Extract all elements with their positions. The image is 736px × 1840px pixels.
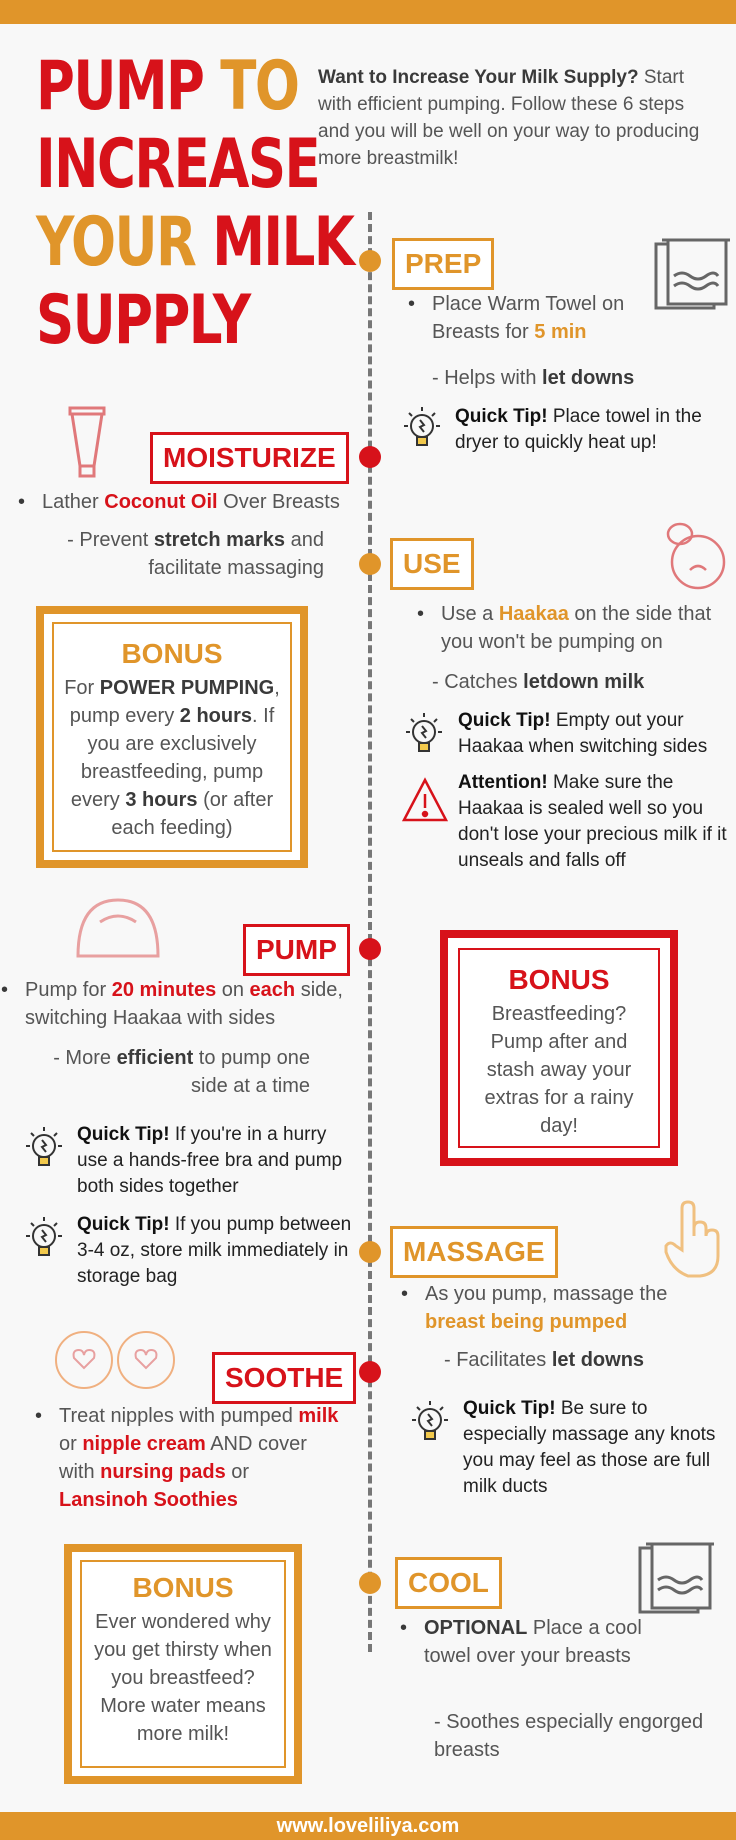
- haakaa-icon: [656, 514, 730, 598]
- text: As you pump, massage the: [425, 1283, 668, 1305]
- bonus-text: Ever wondered why you get thirsty when you breastfeed? More water means more milk!: [94, 1611, 272, 1745]
- title-word: YOUR: [36, 203, 196, 282]
- step-label-massage: MASSAGE: [390, 1226, 558, 1278]
- text: Treat nipples with pumped: [59, 1405, 299, 1427]
- timeline-dot: [359, 1241, 381, 1263]
- lightbulb-icon: [406, 1398, 454, 1448]
- lightbulb-icon: [398, 404, 446, 454]
- moisturize-bullet: [42, 488, 362, 516]
- prep-tip: [455, 404, 735, 456]
- bonus-box-hydration: [64, 1544, 302, 1784]
- massage-sub: [444, 1346, 714, 1374]
- highlight: nipple cream: [82, 1433, 206, 1455]
- step-label-cool: COOL: [395, 1557, 502, 1609]
- text: or: [59, 1433, 83, 1455]
- pointing-hand-icon: [660, 1200, 726, 1280]
- text: to pump one side at a time: [191, 1047, 310, 1097]
- use-sub: [432, 668, 712, 696]
- text: Lather: [42, 491, 105, 513]
- timeline-dot: [359, 1361, 381, 1383]
- text: Place a cool towel over your breasts: [424, 1617, 642, 1667]
- bold-text: let downs: [551, 1349, 645, 1371]
- use-bullet: [441, 600, 731, 656]
- bold-text: let downs: [542, 367, 635, 389]
- step-label-pump: PUMP: [243, 924, 350, 976]
- highlight: 20 minutes: [111, 979, 217, 1001]
- prep-sub: [432, 364, 692, 392]
- top-bar: [0, 0, 736, 24]
- highlight: Haakaa: [498, 603, 569, 625]
- title-word: MILK: [212, 203, 354, 282]
- highlight: milk: [298, 1405, 339, 1427]
- moisturize-sub: [40, 526, 324, 582]
- tip-lead: Quick Tip!: [458, 710, 551, 731]
- intro-text: [318, 64, 718, 172]
- towel-icon: [652, 236, 732, 316]
- intro-lead: Want to Increase Your Milk Supply?: [318, 67, 639, 88]
- use-tip: [458, 708, 734, 760]
- heart-pad-icon: [54, 1330, 178, 1390]
- tip-text: Be sure to especially massage any knots you may feel as those are full milk ducts: [463, 1398, 716, 1497]
- breast-shield-icon: [70, 890, 166, 966]
- text: - Helps with: [432, 367, 543, 389]
- use-attention: [458, 770, 728, 874]
- page-title: [36, 47, 354, 360]
- timeline-dot: [359, 446, 381, 468]
- highlight: Coconut Oil: [104, 491, 218, 513]
- highlight: nursing pads: [100, 1461, 226, 1483]
- tip-text: If you pump between 3-4 oz, store milk immediately in storage bag: [77, 1214, 352, 1287]
- bonus-title: BONUS: [132, 1572, 234, 1603]
- timeline-dot: [359, 553, 381, 575]
- text: - More: [53, 1047, 117, 1069]
- text: - Prevent: [67, 529, 154, 551]
- bonus-title: BONUS: [121, 638, 223, 669]
- massage-bullet: [425, 1280, 715, 1336]
- bold-text: letdown milk: [523, 671, 645, 693]
- cool-bullet: [424, 1614, 644, 1670]
- text: AND cover with: [59, 1433, 307, 1483]
- bold-text: POWER PUMPING: [99, 677, 275, 699]
- footer-url: www.loveliliya.com: [0, 1812, 736, 1840]
- step-label-soothe: SOOTHE: [212, 1352, 356, 1404]
- towel-icon: [636, 1540, 716, 1620]
- cool-sub: - Soothes especially engorged breasts: [434, 1711, 704, 1761]
- attention-lead: Attention!: [458, 772, 548, 793]
- text: - Catches: [432, 671, 524, 693]
- bonus-box-power-pumping: [36, 606, 308, 868]
- highlight: each: [249, 979, 296, 1001]
- title-word: SUPPLY: [36, 281, 250, 360]
- title-word: PUMP: [36, 47, 204, 126]
- tip-lead: Quick Tip!: [455, 406, 548, 427]
- text: side, switching Haakaa with sides: [25, 979, 343, 1029]
- text: or: [225, 1461, 250, 1483]
- tip-lead: Quick Tip!: [77, 1124, 170, 1145]
- bold-text: 3 hours: [125, 789, 198, 811]
- pump-sub: [26, 1044, 310, 1100]
- lotion-tube-icon: [66, 404, 108, 480]
- text: Over Breasts: [217, 491, 340, 513]
- timeline-dot: [359, 1572, 381, 1594]
- tip-lead: Quick Tip!: [77, 1214, 170, 1235]
- attention-text: Make sure the Haakaa is sealed well so you don't lose your precious milk if it unseals and falls off: [458, 772, 727, 871]
- highlight: 5 min: [534, 321, 587, 343]
- text: on: [216, 979, 250, 1001]
- tip-text: If you're in a hurry use a hands-free bra and pump both sides together: [77, 1124, 343, 1197]
- timeline-dot: [359, 938, 381, 960]
- title-word: INCREASE: [36, 125, 320, 204]
- bonus-box-breastfeeding: [440, 930, 678, 1166]
- timeline-line: [368, 212, 372, 1652]
- tip-text: Place towel in the dryer to quickly heat up!: [455, 406, 702, 453]
- text: Pump for: [25, 979, 112, 1001]
- bonus-title: BONUS: [508, 964, 610, 995]
- massage-tip: [463, 1396, 733, 1500]
- lightbulb-icon: [20, 1214, 68, 1264]
- bold-text: OPTIONAL: [424, 1617, 528, 1639]
- bonus-text: [54, 670, 290, 846]
- intro-rest: Start with efficient pumping. Follow these 6 steps and you will be well on your way to producing more breastmilk!: [318, 67, 700, 169]
- pump-tip-2: [77, 1212, 353, 1290]
- warning-icon: [400, 776, 450, 824]
- text: (or after each feeding): [111, 789, 274, 839]
- pump-bullet: [25, 976, 355, 1032]
- step-label-moisturize: MOISTURIZE: [150, 432, 349, 484]
- text: Place Warm Towel on Breasts for: [432, 293, 625, 343]
- bold-text: efficient: [116, 1047, 194, 1069]
- lightbulb-icon: [20, 1124, 68, 1174]
- text: on the side that you won't be pumping on: [441, 603, 712, 653]
- text: For: [64, 677, 100, 699]
- step-label-use: USE: [390, 538, 474, 590]
- title-word: TO: [220, 47, 299, 126]
- soothe-bullet: [59, 1402, 339, 1514]
- text: . If you are exclusively breastfeeding, pump every: [70, 705, 275, 811]
- tip-lead: Quick Tip!: [463, 1398, 556, 1419]
- timeline-dot: [359, 250, 381, 272]
- step-label-prep: PREP: [392, 238, 494, 290]
- pump-tip-1: [77, 1122, 353, 1200]
- prep-bullet: [432, 290, 652, 346]
- bold-text: stretch marks: [153, 529, 286, 551]
- bonus-text: Breastfeeding? Pump after and stash away your extras for a rainy day!: [484, 1003, 634, 1137]
- bold-text: 2 hours: [179, 705, 253, 727]
- highlight: Lansinoh Soothies: [59, 1489, 238, 1511]
- tip-text: Empty out your Haakaa when switching sides: [458, 710, 708, 757]
- text: Use a: [441, 603, 499, 625]
- highlight: breast being pumped: [425, 1311, 628, 1333]
- text: - Facilitates: [444, 1349, 552, 1371]
- lightbulb-icon: [400, 710, 448, 760]
- text: , pump every: [69, 677, 280, 727]
- text: and facilitate massaging: [148, 529, 324, 579]
